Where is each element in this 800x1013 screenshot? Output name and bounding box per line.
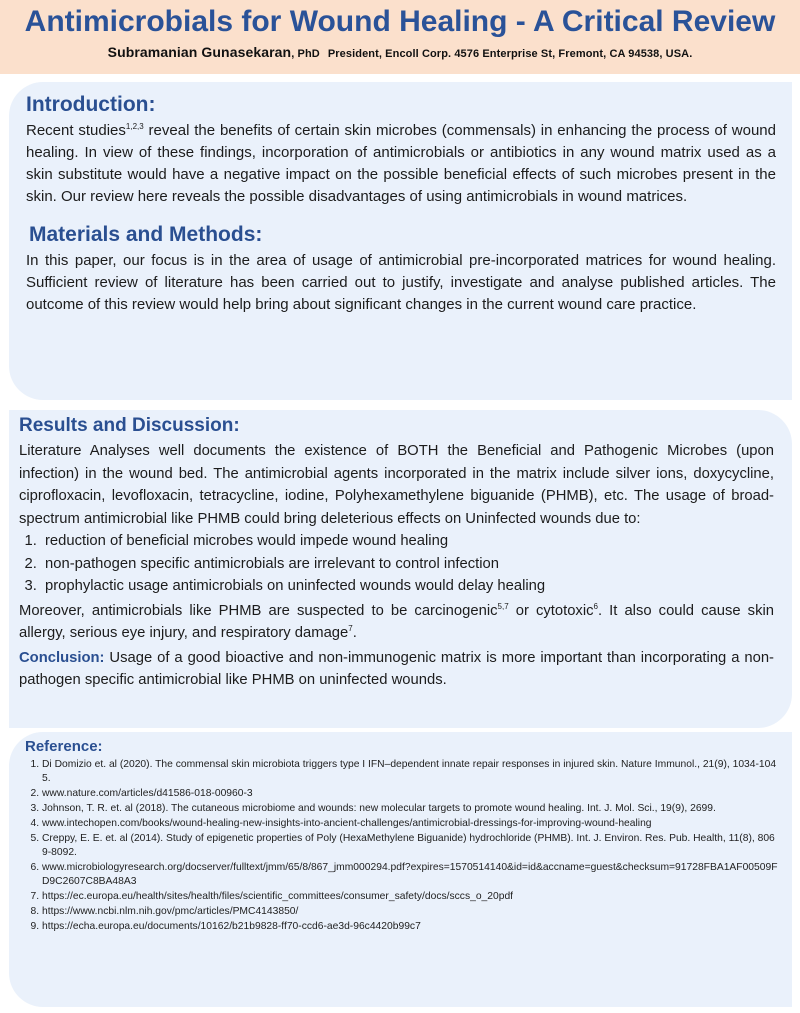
author-affiliation: President, Encoll Corp. 4576 Enterprise St, Fremont, CA 94538, USA.	[327, 48, 693, 60]
author-degree: , PhD	[291, 48, 320, 60]
results-moreover-text	[19, 600, 774, 645]
citation-superscript: 5,7	[497, 601, 509, 611]
reference-item: 7. https://ec.europa.eu/health/sites/health/files/scientific_committees/consumer_safety/docs/sccs_o_20pdf	[42, 890, 778, 904]
introduction-text	[26, 120, 776, 208]
reference-item: 3. Johnson, T. R. et. al (2018). The cutaneous microbiome and wounds: new molecular targets to promote wound healing. Int. J. Mol. Sci., 19(9), 2699.	[42, 802, 778, 816]
moreover-text-part: .	[352, 625, 357, 641]
reference-item: 1. Di Domizio et. al (2020). The commensal skin microbiota triggers type I IFN–dependent innate repair responses in injured skin. Nature Immunol., 21(9), 1034-1045.	[42, 758, 778, 786]
findings-list	[19, 530, 774, 598]
methods-text: In this paper, our focus is in the area of usage of antimicrobial pre-incorporated matrices for wound healing. Sufficient review of literature has been carried out to justify, investigate and analyse published articles. The outcome of this review would help bring about significant changes in the current wound care practice.	[26, 252, 776, 313]
references-panel	[9, 732, 792, 1007]
introduction-heading: Introduction:	[26, 93, 156, 116]
reference-item: 5. Creppy, E. E. et. al (2014). Study of epigenetic properties of Poly (HexaMethylene Biguanide) hydrochloride (PHMB). Int. J. Environ. Res. Pub. Health, 11(8), 8069-8092.	[42, 832, 778, 860]
results-heading: Results and Discussion:	[19, 415, 240, 436]
intro-methods-panel	[9, 82, 792, 400]
list-item: 3. prophylactic usage antimicrobials on uninfected wounds would delay healing	[41, 575, 774, 598]
reference-item: 6. www.microbiologyresearch.org/docserver/fulltext/jmm/65/8/867_jmm000294.pdf?expires=1570514140&id=id&accname=guest&checksum=91728FBA1AF00509FD9C2607C8BA48A3	[42, 861, 778, 889]
moreover-text-part: . It also could cause skin allergy, serious eye injury, and respiratory damage	[19, 602, 774, 641]
poster-title: Antimicrobials for Wound Healing - A Critical Review	[24, 5, 776, 38]
reference-item: 8. https://www.ncbi.nlm.nih.gov/pmc/articles/PMC4143850/	[42, 905, 778, 919]
references-list	[25, 758, 778, 934]
moreover-text-part: or cytotoxic	[508, 602, 594, 619]
moreover-text-part: Moreover, antimicrobials like PHMB are suspected to be carcinogenic	[19, 602, 498, 619]
introduction-text-part: reveal the benefits of certain skin microbes (commensals) in enhancing the process of wound healing. In view of these findings, incorporation of antimicrobials or antibiotics in any wound matrix used as a skin substitute would have a negative impact on the possible beneficial effects of such microbes present in the skin. Our review here reveals the possible disadvantages of using antimicrobials in wound matrices.	[26, 122, 776, 205]
list-item: 2. non-pathogen specific antimicrobials are irrelevant to control infection	[41, 553, 774, 576]
introduction-text-part: Recent studies	[26, 122, 126, 139]
results-panel	[9, 410, 792, 728]
conclusion-label: Conclusion:	[19, 649, 105, 666]
author-name: Subramanian Gunasekaran	[107, 44, 292, 60]
conclusion-text	[19, 647, 774, 692]
poster-header	[0, 0, 800, 74]
citation-superscript: 6	[593, 601, 598, 611]
methods-heading: Materials and Methods:	[29, 223, 263, 246]
references-heading: Reference:	[25, 738, 103, 755]
reference-item: 9. https://echa.europa.eu/documents/10162/b21b9828-ff70-ccd6-ae3d-96c4420b99c7	[42, 920, 778, 934]
results-text: Literature Analyses well documents the existence of BOTH the Beneficial and Pathogenic Microbes (upon infection) in the wound bed. The antimicrobial agents incorporated in the matrix include silver ions, doxycycline, ciprofloxacin, levofloxacin, tetracycline, iodine, Polyhexamethylene biguanide (PHMB), etc. The usage of broad-spectrum antimicrobial like PHMB could bring deleterious effects on Uninfected wounds due to:	[19, 443, 774, 527]
reference-item: 2. www.nature.com/articles/d41586-018-00960-3	[42, 787, 778, 801]
byline	[0, 44, 800, 60]
list-item: 1. reduction of beneficial microbes would impede wound healing	[41, 530, 774, 553]
conclusion-body: Usage of a good bioactive and non-immunogenic matrix is more important than incorporating a non-pathogen specific antimicrobial like PHMB on uninfected wounds.	[19, 649, 774, 688]
reference-item: 4. www.intechopen.com/books/wound-healing-new-insights-into-ancient-challenges/antimicrobial-dressings-for-improving-wound-healing	[42, 817, 778, 831]
citation-superscript: 1,2,3	[125, 122, 144, 131]
citation-superscript: 7	[348, 624, 353, 634]
